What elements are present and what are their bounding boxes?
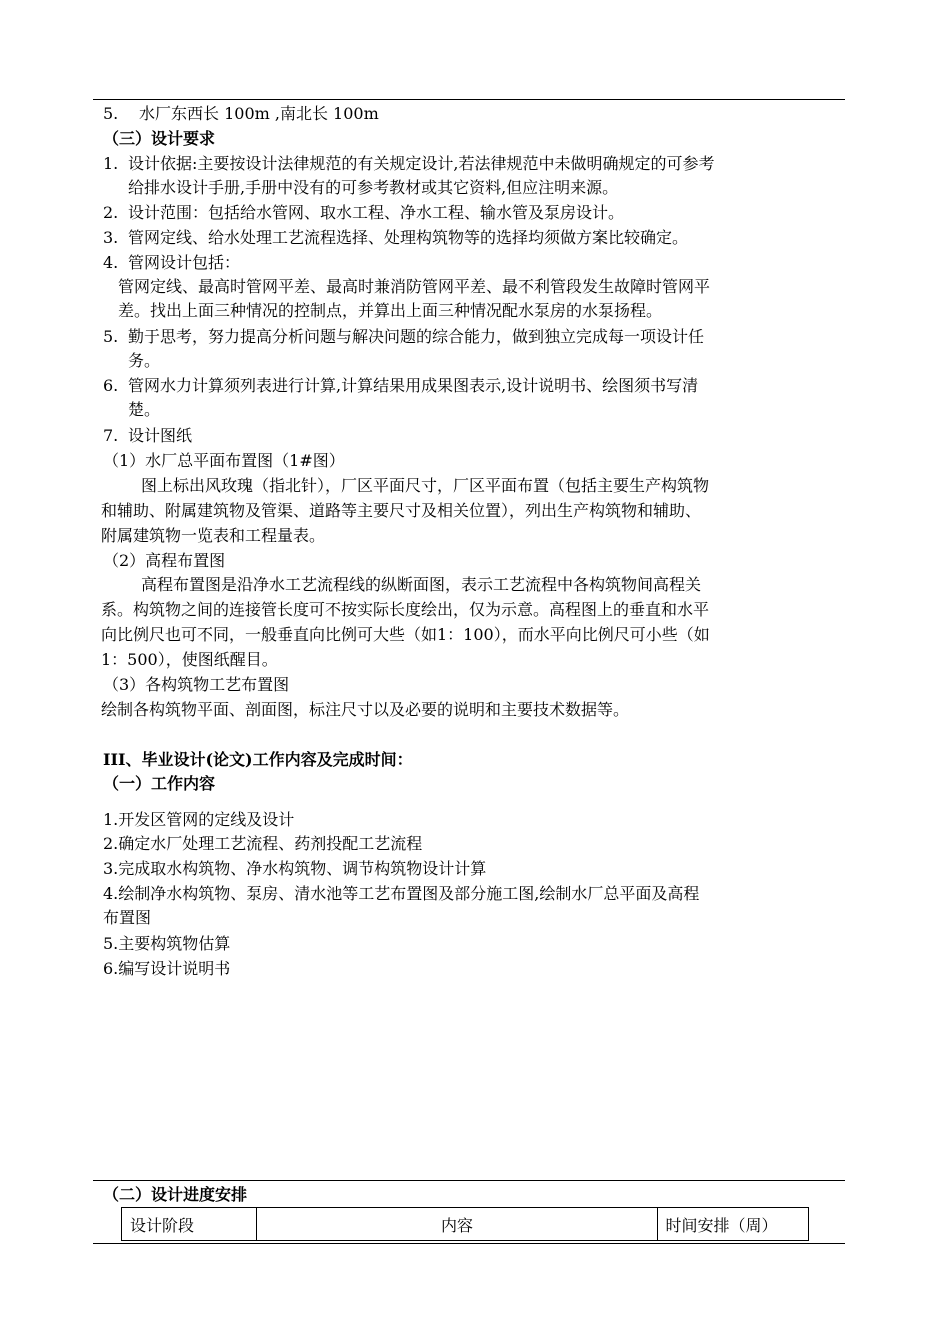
req-item-num: 7.	[103, 426, 119, 445]
req-item-4-cont: 差。找出上面三种情况的控制点，并算出上面三种情况配水泵房的水泵扬程。	[118, 301, 663, 320]
req-item-line: 设计范围：包括给水管网、取水工程、净水工程、输水管及泵房设计。	[128, 203, 625, 222]
schedule-table	[121, 1207, 809, 1241]
req-item-1	[103, 152, 714, 176]
drawing-3-line: 绘制各构筑物平面、剖面图，标注尺寸以及必要的说明和主要技术数据等。	[101, 700, 630, 719]
work-heading: III、毕业设计(论文)工作内容及完成时间：	[103, 750, 413, 769]
col-time-header: 时间安排（周）	[657, 1208, 808, 1241]
work-subheading: （一）工作内容	[103, 774, 216, 793]
req-item-3	[103, 226, 688, 250]
req-item-1-cont: 给排水设计手册,手册中没有的可参考教材或其它资料,但应注明来源。	[128, 178, 619, 197]
work-item-5: 5.主要构筑物估算	[103, 934, 231, 953]
top-item	[103, 102, 379, 126]
work-item-4: 4.绘制净水构筑物、泵房、清水池等工艺布置图及部分施工图,绘制水厂总平面及高程	[103, 884, 700, 903]
drawing-2-line: 1：500），使图纸醒目。	[101, 650, 278, 669]
req-item-num: 3.	[103, 228, 119, 247]
top-item-num: 5.	[103, 104, 119, 123]
req-item-num: 4.	[103, 253, 119, 272]
work-item-2: 2.确定水厂处理工艺流程、药剂投配工艺流程	[103, 834, 423, 853]
drawing-1-line: 和辅助、附属建筑物及管渠、道路等主要尺寸及相关位置），列出生产构筑物和辅助、	[101, 501, 702, 520]
schedule-top-rule	[93, 1180, 845, 1181]
top-rule	[93, 99, 845, 100]
req-item-4	[103, 251, 240, 275]
work-item-1: 1.开发区管网的定线及设计	[103, 810, 295, 829]
req-item-4-cont: 管网定线、最高时管网平差、最高时兼消防管网平差、最不利管段发生故障时管网平	[118, 277, 711, 296]
req-item-5-cont: 务。	[128, 351, 161, 370]
col-stage-header: 设计阶段	[122, 1208, 257, 1241]
req-item-line: 勤于思考，努力提高分析问题与解决问题的综合能力，做到独立完成每一项设计任	[128, 327, 705, 346]
req-item-6-cont: 楚。	[128, 400, 161, 419]
bottom-rule	[93, 1243, 845, 1244]
req-item-5	[103, 325, 704, 349]
drawing-1-line: 图上标出风玫瑰（指北针），厂区平面尺寸，厂区平面布置（包括主要生产构筑物	[141, 476, 710, 495]
drawing-2-line: 向比例尺也可不同，一般垂直向比例可大些（如1：100），而水平向比例尺可小些（如	[101, 625, 710, 644]
design-req-heading: （三）设计要求	[103, 129, 216, 148]
drawing-1-line: 附属建筑物一览表和工程量表。	[101, 526, 326, 545]
req-item-num: 2.	[103, 203, 119, 222]
top-item-text: 水厂东西长 100m ,南北长 100m	[139, 104, 379, 123]
work-item-6: 6.编写设计说明书	[103, 959, 231, 978]
req-item-line: 管网设计包括：	[128, 253, 241, 272]
req-item-num: 1.	[103, 154, 119, 173]
drawing-2-title: （2）高程布置图	[103, 551, 226, 570]
req-item-6	[103, 374, 698, 398]
req-item-7	[103, 424, 192, 448]
req-item-num: 6.	[103, 376, 119, 395]
req-item-line: 管网水力计算须列表进行计算,计算结果用成果图表示,设计说明书、绘图须书写清	[128, 376, 699, 395]
drawing-2-line: 系。构筑物之间的连接管长度可不按实际长度绘出，仅为示意。高程图上的垂直和水平	[101, 600, 710, 619]
req-item-2	[103, 201, 624, 225]
schedule-heading: （二）设计进度安排	[103, 1185, 248, 1204]
work-item-4-cont: 布置图	[103, 908, 152, 927]
req-item-line: 管网定线、给水处理工艺流程选择、处理构筑物等的选择均须做方案比较确定。	[128, 228, 689, 247]
col-content-header: 内容	[257, 1208, 657, 1241]
req-item-line: 设计依据:主要按设计法律规范的有关规定设计,若法律规范中未做明确规定的可参考	[128, 154, 715, 173]
drawing-3-title: （3）各构筑物工艺布置图	[103, 675, 290, 694]
drawing-2-line: 高程布置图是沿净水工艺流程线的纵断面图，表示工艺流程中各构筑物间高程关	[141, 575, 702, 594]
req-item-num: 5.	[103, 327, 119, 346]
table-header-row	[122, 1208, 809, 1241]
req-item-line: 设计图纸	[128, 426, 193, 445]
work-item-3: 3.完成取水构筑物、净水构筑物、调节构筑物设计计算	[103, 859, 487, 878]
drawing-1-title: （1）水厂总平面布置图（1#图）	[103, 451, 345, 470]
